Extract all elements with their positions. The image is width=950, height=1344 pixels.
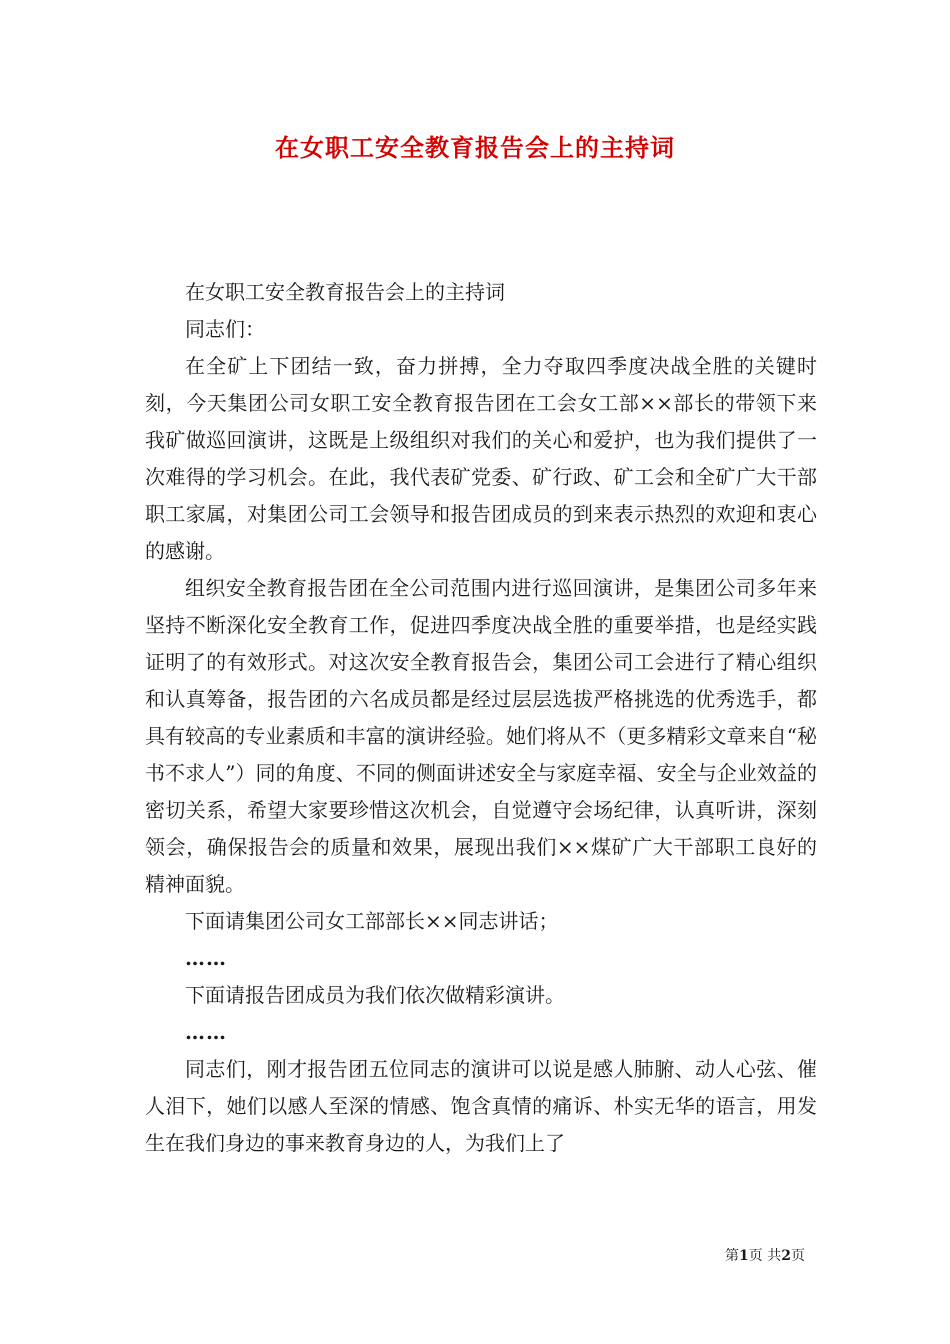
document-body xyxy=(145,274,817,1162)
page-number-footer xyxy=(725,1246,805,1266)
footer-suffix: 页 xyxy=(791,1248,805,1264)
footer-current-page: 1 xyxy=(739,1248,749,1264)
footer-middle: 页 共 xyxy=(748,1248,782,1264)
footer-prefix: 第 xyxy=(725,1248,740,1264)
paragraph-salutation: 同志们： xyxy=(185,317,265,341)
paragraph-main: 组织安全教育报告团在全公司范围内进行巡回演讲，是集团公司多年来坚持不断深化安全教育工作，促进四季度决战全胜的重要举措，也是经实践证明了的有效形式。对这次安全教育报告会，集团公司工会进行了精心组织和认真筹备，报告团的六名成员都是经过层层选拔严格挑选的优秀选手，都具有较高的专业素质和丰富的演讲经验。她们将从不（更多精彩文章来自“秘书不求人”）同的角度、不同的侧面讲述安全与家庭幸福、安全与企业效益的密切关系，希望大家要珍惜这次机会，自觉遵守会场纪律，认真听讲，深刻领会，确保报告会的质量和效果，展现出我们××煤矿广大干部职工良好的精神面貌。 xyxy=(145,576,817,896)
paragraph-heading: 在女职工安全教育报告会上的主持词 xyxy=(185,280,505,304)
paragraph-ellipsis: …… xyxy=(185,946,227,970)
paragraph-closing: 同志们，刚才报告团五位同志的演讲可以说是感人肺腑、动人心弦、催人泪下，她们以感人至深的情感、饱含真情的痛诉、朴实无华的语言，用发生在我们身边的事来教育身边的人，为我们上了 xyxy=(145,1057,817,1155)
paragraph-presentations-intro: 下面请报告团成员为我们依次做精彩演讲。 xyxy=(185,983,565,1007)
paragraph-speech-intro: 下面请集团公司女工部部长××同志讲话； xyxy=(185,909,559,933)
paragraph-ellipsis: …… xyxy=(185,1020,227,1044)
footer-total-pages: 2 xyxy=(781,1248,791,1264)
paragraph-opening: 在全矿上下团结一致，奋力拼搏，全力夺取四季度决战全胜的关键时刻，今天集团公司女职工安全教育报告团在工会女工部××部长的带领下来我矿做巡回演讲，这既是上级组织对我们的关心和爱护，也为我们提供了一次难得的学习机会。在此，我代表矿党委、矿行政、矿工会和全矿广大干部职工家属，对集团公司工会领导和报告团成员的到来表示热烈的欢迎和衷心的感谢。 xyxy=(145,354,817,563)
document-title: 在女职工安全教育报告会上的主持词 xyxy=(275,133,675,162)
